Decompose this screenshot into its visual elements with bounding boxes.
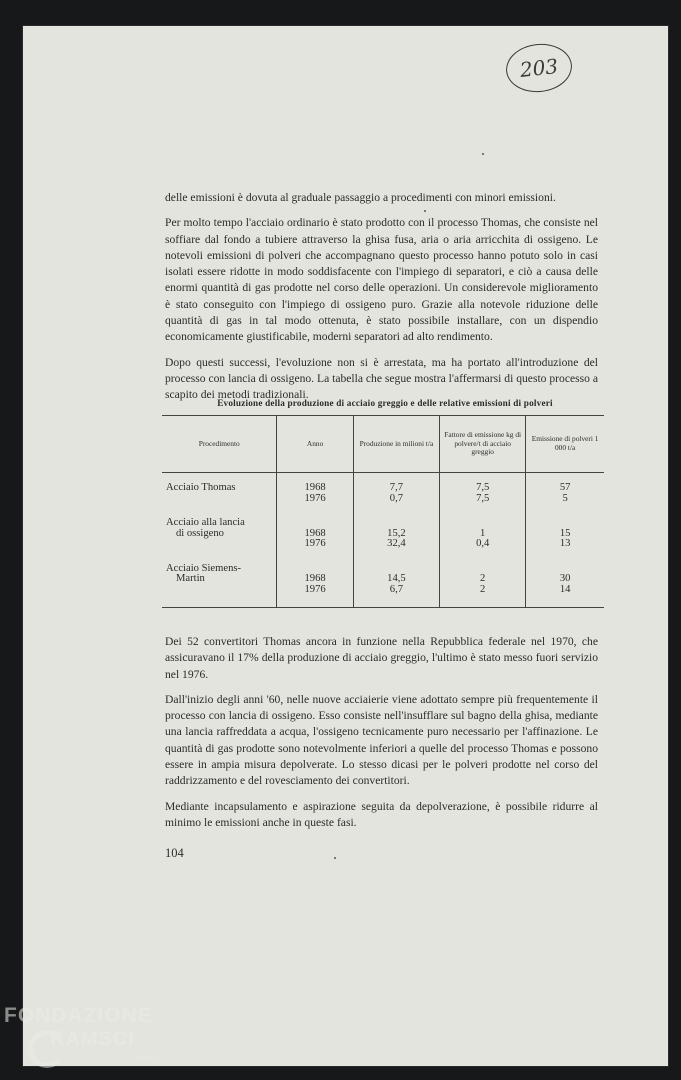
value: 7,5 <box>476 482 490 493</box>
paper-speck <box>482 153 484 155</box>
paper-speck <box>334 857 336 859</box>
table-row <box>162 473 604 505</box>
fattore-cell <box>440 504 526 550</box>
value: 2 <box>480 573 486 584</box>
paragraph: delle emissioni è dovuta al graduale passaggio a procedimenti con minori emissioni. <box>165 191 556 204</box>
table-header-row <box>162 416 604 473</box>
emissione-cell <box>526 473 604 505</box>
value: 1976 <box>304 492 326 504</box>
anno-cell <box>277 550 353 608</box>
value: 7,5 <box>476 492 490 504</box>
procedimento-cell <box>162 550 277 608</box>
header-fattore: Fattore di emissione kg di polvere/t di acciaio greggio <box>440 416 526 473</box>
value: 15 <box>559 527 571 539</box>
procedimento-cell <box>162 504 277 550</box>
header-emissione: Emissione di polveri 1 000 t/a <box>526 416 604 473</box>
table-row <box>162 504 604 550</box>
value: 5 <box>562 492 568 504</box>
emissione-cell <box>526 550 604 608</box>
procedimento-name: Acciaio Siemens- <box>166 562 242 574</box>
fondazione-gramsci-watermark <box>4 1004 194 1074</box>
produzione-cell <box>353 550 439 608</box>
header-produzione: Produzione in milioni t/a <box>353 416 439 473</box>
handwritten-page-number: 203 <box>504 41 575 96</box>
value: 0,4 <box>476 538 490 549</box>
value: 0,7 <box>389 492 404 504</box>
value: 1968 <box>304 482 326 493</box>
paragraph: Dopo questi successi, l'evoluzione non si è arrestata, ma ha portato all'introduzione del processo con lancia di ossigeno. La tabella che segue mostra l'affermarsi di questo processo a scapito dei metodi tradizionali. <box>165 355 598 402</box>
value: 14,5 <box>387 573 406 584</box>
header-procedimento: Procedimento <box>162 416 277 473</box>
text-block-bottom <box>165 634 598 840</box>
value: 7,7 <box>389 482 404 493</box>
produzione-cell <box>353 473 439 505</box>
watermark-line1: FONDAZIONE <box>4 1004 153 1027</box>
watermark-line2: RAMSCI <box>50 1028 135 1050</box>
value: 1 <box>480 527 486 539</box>
fattore-cell <box>440 550 526 608</box>
value: 14 <box>559 583 571 595</box>
value: 30 <box>559 573 571 584</box>
emissione-cell <box>526 504 604 550</box>
paragraph: Mediante incapsulamento e aspirazione seguita da depolverazione, è possibile ridurre al minimo le emissioni anche in queste fasi. <box>165 799 598 829</box>
watermark-line3: onlus <box>136 1054 160 1065</box>
table-row <box>162 550 604 608</box>
procedimento-name: Acciaio alla lancia <box>166 517 245 528</box>
page-number: 104 <box>165 846 184 860</box>
emissions-table <box>162 415 604 608</box>
anno-cell <box>277 504 353 550</box>
text-block-top <box>165 190 598 413</box>
value: 13 <box>559 538 571 549</box>
fattore-cell <box>440 473 526 505</box>
paragraph: Per molto tempo l'acciaio ordinario è stato prodotto con il processo Thomas, che consiste nel soffiare dal fondo a tubiere attraverso la ghisa fusa, aria o aria arricchita di ossigeno. Le notevoli emissioni di polveri che accompagnano questo processo hanno potuto solo in casi isolati essere ridotte in modo soddisfacente con l'impiego di separatori, e ciò a causa delle enormi quantità di gas prodotte nel corso delle operazioni. Un considerevole miglioramento è stato conseguito con l'impiego di ossigeno puro. Grazie alla notevole riduzione delle quantità di gas in tal modo ottenuta, è stato possibile installare, con un dispendio economicamente giustificabile, moderni separatori ad alto rendimento. <box>165 216 598 344</box>
paragraph: Dei 52 convertitori Thomas ancora in funzione nella Repubblica federale nel 1970, che assicuravano il 17% della produzione di acciaio greggio, l'ultimo è stato messo fuori servizio nel 1976. <box>165 635 598 681</box>
procedimento-name-cont: di ossigeno <box>176 527 224 539</box>
value: 1976 <box>304 538 326 549</box>
table-title: Evoluzione della produzione di acciaio greggio e delle relative emissioni di polveri <box>217 398 553 408</box>
value: 1976 <box>304 583 326 595</box>
procedimento-name-cont: Martin <box>176 573 205 584</box>
value: 1968 <box>304 573 326 584</box>
value: 32,4 <box>387 538 406 549</box>
header-anno: Anno <box>277 416 353 473</box>
value: 1968 <box>304 527 326 539</box>
paragraph: Dall'inizio degli anni '60, nelle nuove acciaierie viene adottato sempre più frequentemente il processo con lancia di ossigeno. Esso consiste nell'insufflare sul bagno della ghisa, mediante una lancia raffreddata a acqua, l'ossigeno tecnicamente puro necessario per l'affinazione. Le quantità di gas prodotte sono notevolmente inferiori a quelle del processo Thomas e possono essere in ampia misura depolverate. Lo stesso dicasi per le polveri prodotte nel corso del raddrizzamento e del rovesciamento dei convertitori. <box>165 692 598 788</box>
value: 6,7 <box>389 583 404 595</box>
value: 2 <box>480 583 486 595</box>
produzione-cell <box>353 504 439 550</box>
procedimento-name: Acciaio Thomas <box>166 482 236 493</box>
anno-cell <box>277 473 353 505</box>
procedimento-cell <box>162 473 277 505</box>
value: 57 <box>559 482 571 493</box>
value: 15,2 <box>387 527 406 539</box>
